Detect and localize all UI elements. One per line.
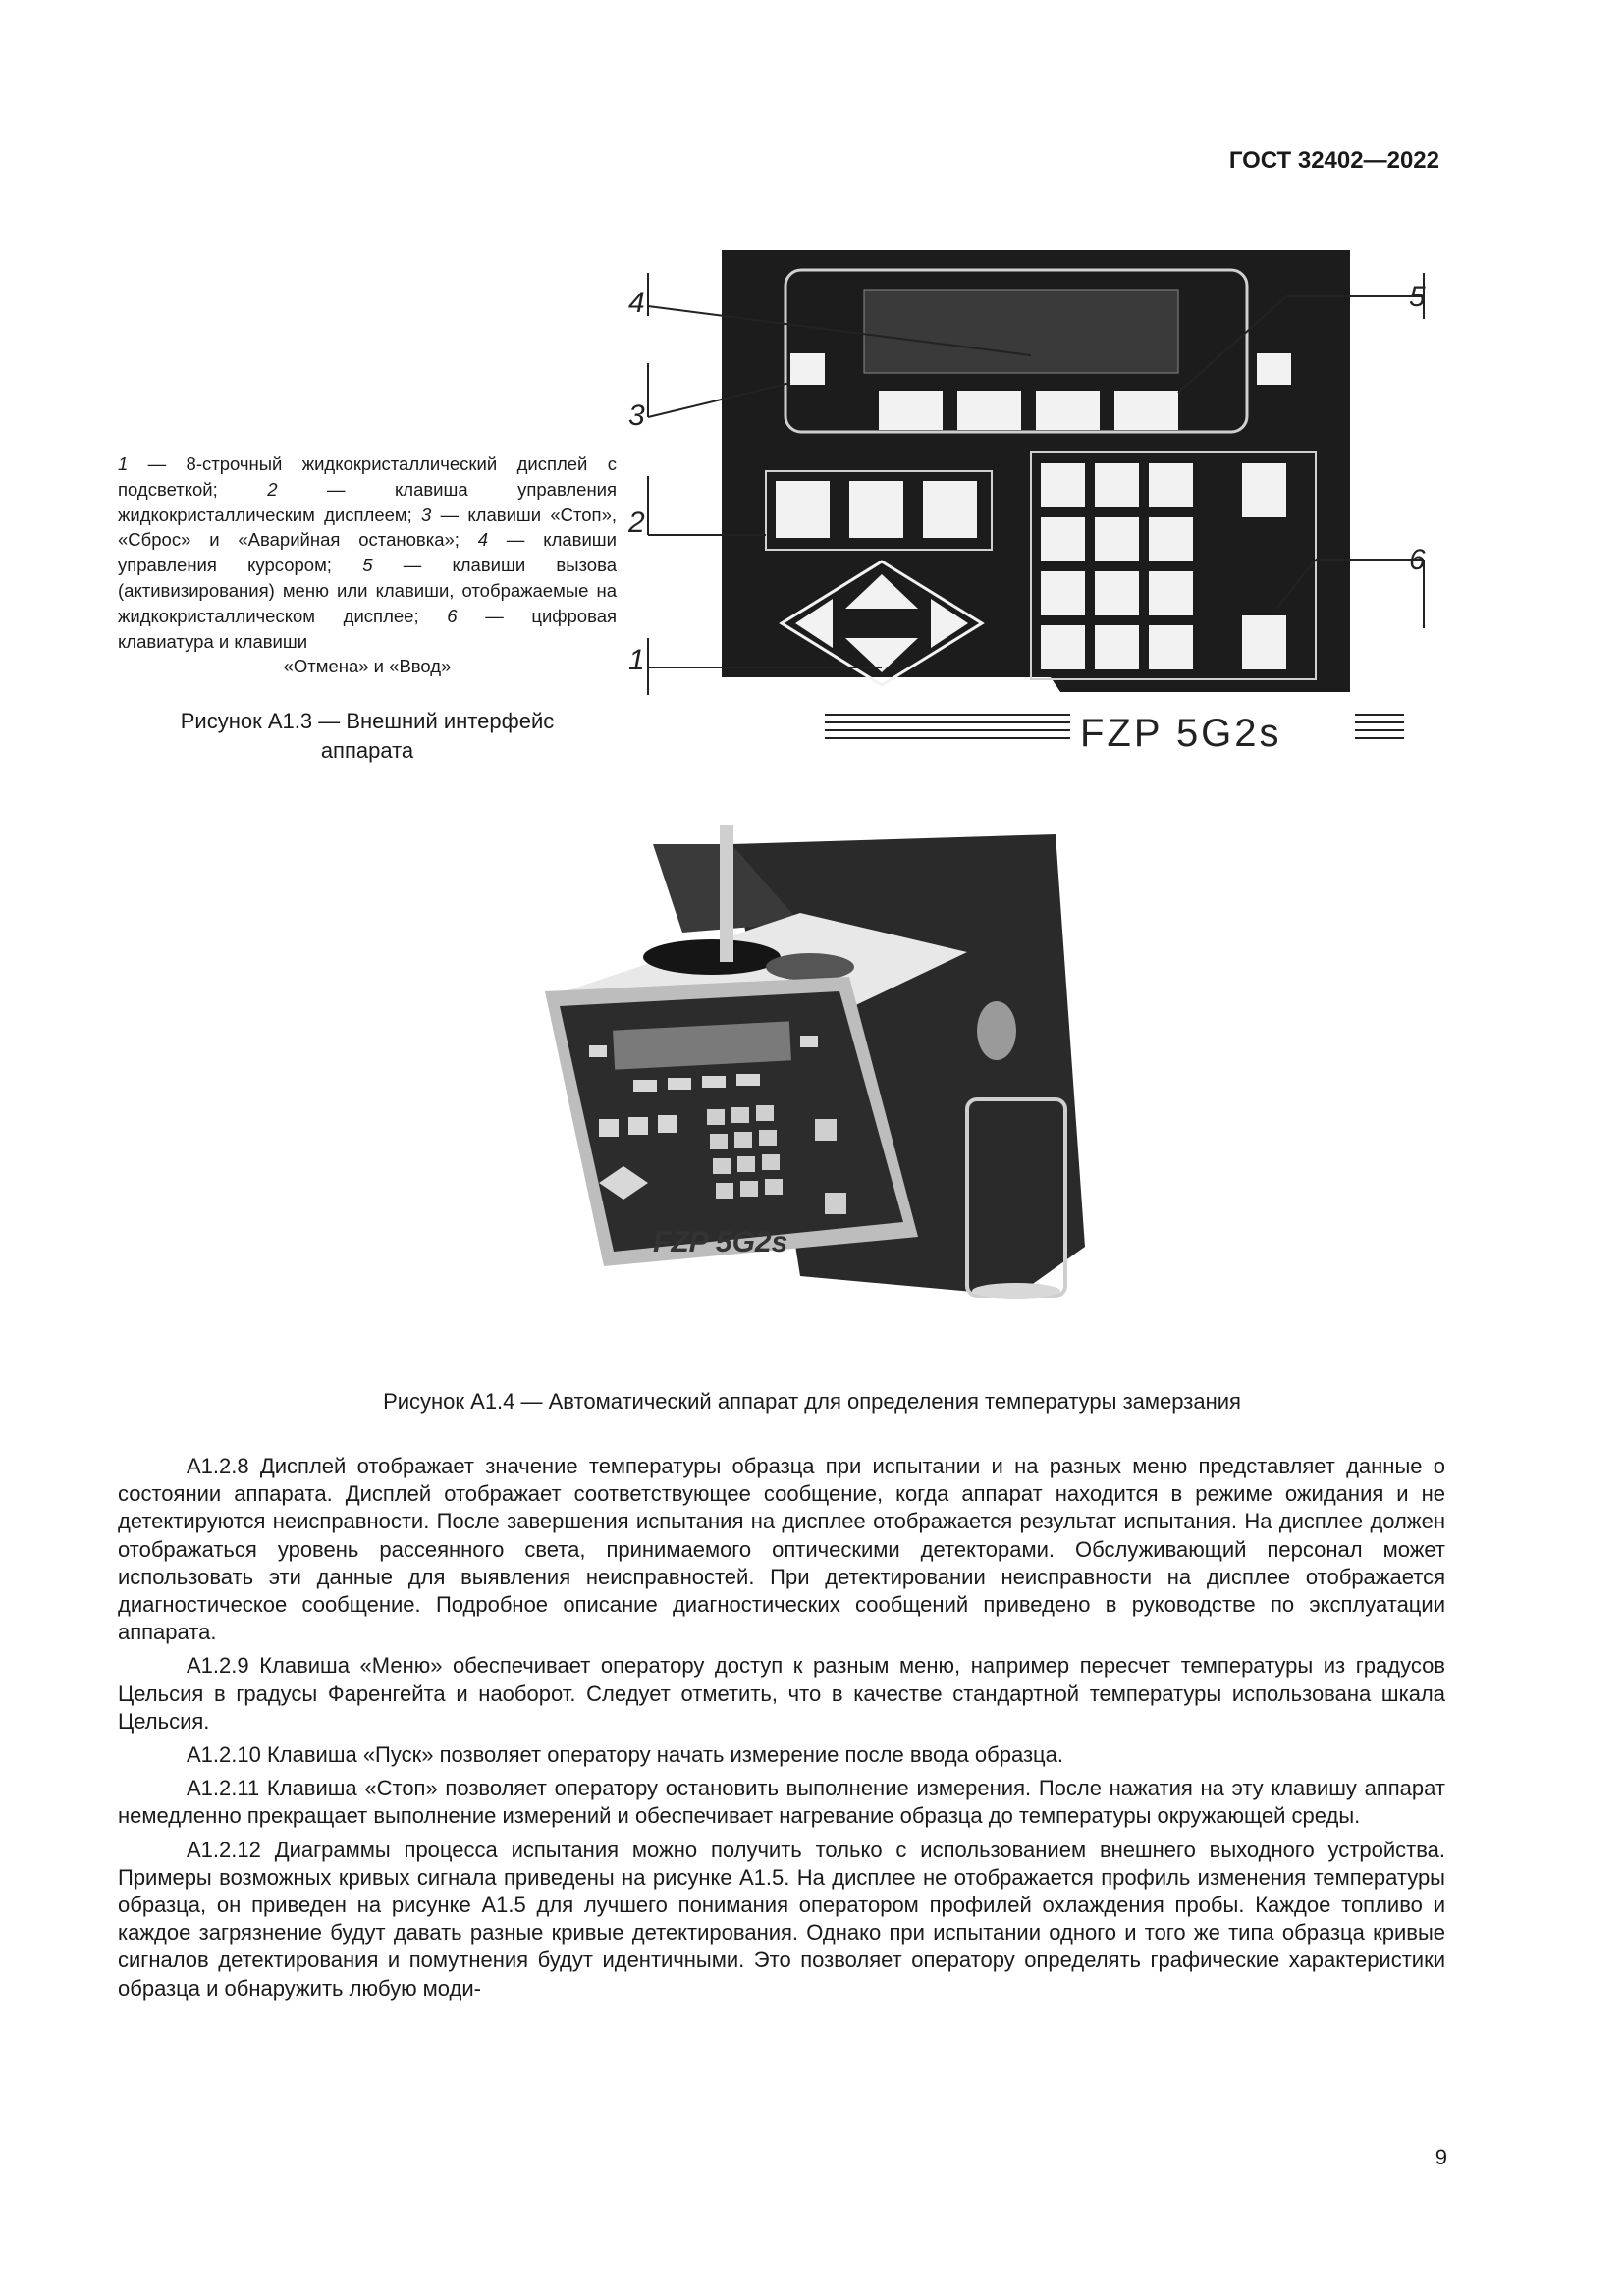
legend-num-2: 2 [267,478,278,500]
sample-tube [720,825,733,962]
reset-key [849,481,903,538]
callout-3: 3 [628,400,645,432]
sample-well [643,939,781,975]
paragraph-a1-2-8: А1.2.8 Дисплей отображает значение температуры образца при испытании и на разных меню представляет данные о состоянии аппарата. Дисплей отображает соответствующее сообщение, когда аппарат находится в режиме ожидания и не детектируются неисправности. После завершения испытания на дисплее отображается результат испытания. На дисплее должен отображаться уровень рассеянного света, принимаемого оптическими детекторами. Обслуживающий персонал может использовать эти данные для выявления неисправностей. При детектировании неисправности на дисплее отображается диагностическое сообщение. Подробное описание диагностических сообщений приведено в руководстве по эксплуатации аппарата. [118,1454,1445,1645]
right-side-key [1257,353,1291,385]
legend-text-1: — 8-строчный жидкокристаллический дисплей с подсветкой; [118,454,617,500]
figure-a14-caption: Рисунок А1.4 — Автоматический аппарат для определения температуры замерзания [383,1389,1241,1414]
legend-text-3: — клавиши «Стоп», «Сброс» и «Аварийная остановка»; [118,504,617,551]
soft-key-3 [1036,391,1100,430]
figure-a13-caption [118,707,617,766]
callout-6: 6 [1409,544,1426,576]
callout-2: 2 [628,507,645,539]
callout-4: 4 [628,287,645,319]
brand-label: FZP 5G2s [1080,712,1282,755]
legend-text-5: — клавиши вызова (активизирования) меню или клавиши, отображаемые на жидкокристаллическом дисплее; [118,555,617,626]
figure-a13-caption-line2: аппарата [320,738,414,763]
figure-legend [118,452,617,679]
paragraph-a1-2-10: А1.2.10 Клавиша «Пуск» позволяет оператору начать измерение после ввода образца. [187,1742,1063,1768]
legend-text-2: — клавиша управления жидкокристаллическим дисплеем; [118,478,618,525]
soft-key-4 [1114,391,1178,430]
paragraph-a1-2-9: А1.2.9 Клавиша «Меню» обеспечивает оператору доступ к разным меню, например пересчет температуры из градусов Цельсия в градусы Фаренгейта и наоборот. Следует отметить, что в качестве стандартной температуры использована шкала Цельсия. [118,1653,1445,1734]
emergency-key [923,481,977,538]
legend-num-6: 6 [447,605,458,626]
legend-text-6: — цифровая клавиатура и клавиши [118,605,618,652]
stop-key [776,481,830,538]
left-side-key [790,353,825,385]
lcd-display [864,290,1178,373]
legend-last-line: «Отмена» и «Ввод» [283,656,452,677]
paragraph-a1-2-12: А1.2.12 Диаграммы процесса испытания можно получить только с использованием внешнего выходного устройства. Примеры возможных кривых сигнала приведены на рисунке А1.5. На дисплее не отображается профиль изменения температуры образца, он приведен на рисунке А1.5 для лучшего понимания оператором профилей охлаждения пробы. Каждое топливо и каждое загрязнение будут давать разные кривые детектирования. Однако при испытании одного и того же типа образца кривые сигналов детектирования и помутнения будут идентичными. Это позволяет оператору определять графические характеристики образца и обнаружить любую моди- [118,1837,1445,2001]
legend-text-4: — клавиши управления курсором; [118,529,617,576]
callout-5: 5 [1409,281,1426,313]
figure-a13-interface-panel [628,245,1443,766]
legend-num-1: 1 [118,454,129,474]
soft-key-1 [879,391,943,430]
legend-num-5: 5 [362,555,373,576]
figure-a13-caption-line1: Рисунок А1.3 — Внешний интерфейс [180,709,555,733]
document-header: ГОСТ 32402—2022 [1228,147,1439,174]
control-knob [977,1001,1016,1060]
paragraph-a1-2-11: А1.2.11 Клавиша «Стоп» позволяет оператору остановить выполнение измерения. После нажатия на эту клавишу аппарат немедленно прекращает выполнение измерений и обеспечивает нагревание образца до температуры окружающей среды. [118,1776,1445,1829]
legend-num-4: 4 [477,529,489,551]
callout-1: 1 [628,644,645,676]
soft-key-2 [957,391,1021,430]
page-number: 9 [1435,2145,1447,2169]
body-text [118,1453,1445,2008]
legend-num-3: 3 [421,504,432,525]
apparatus-brand-label: FZP 5G2s [653,1226,788,1258]
figure-a14-apparatus-photo [506,805,1134,1364]
